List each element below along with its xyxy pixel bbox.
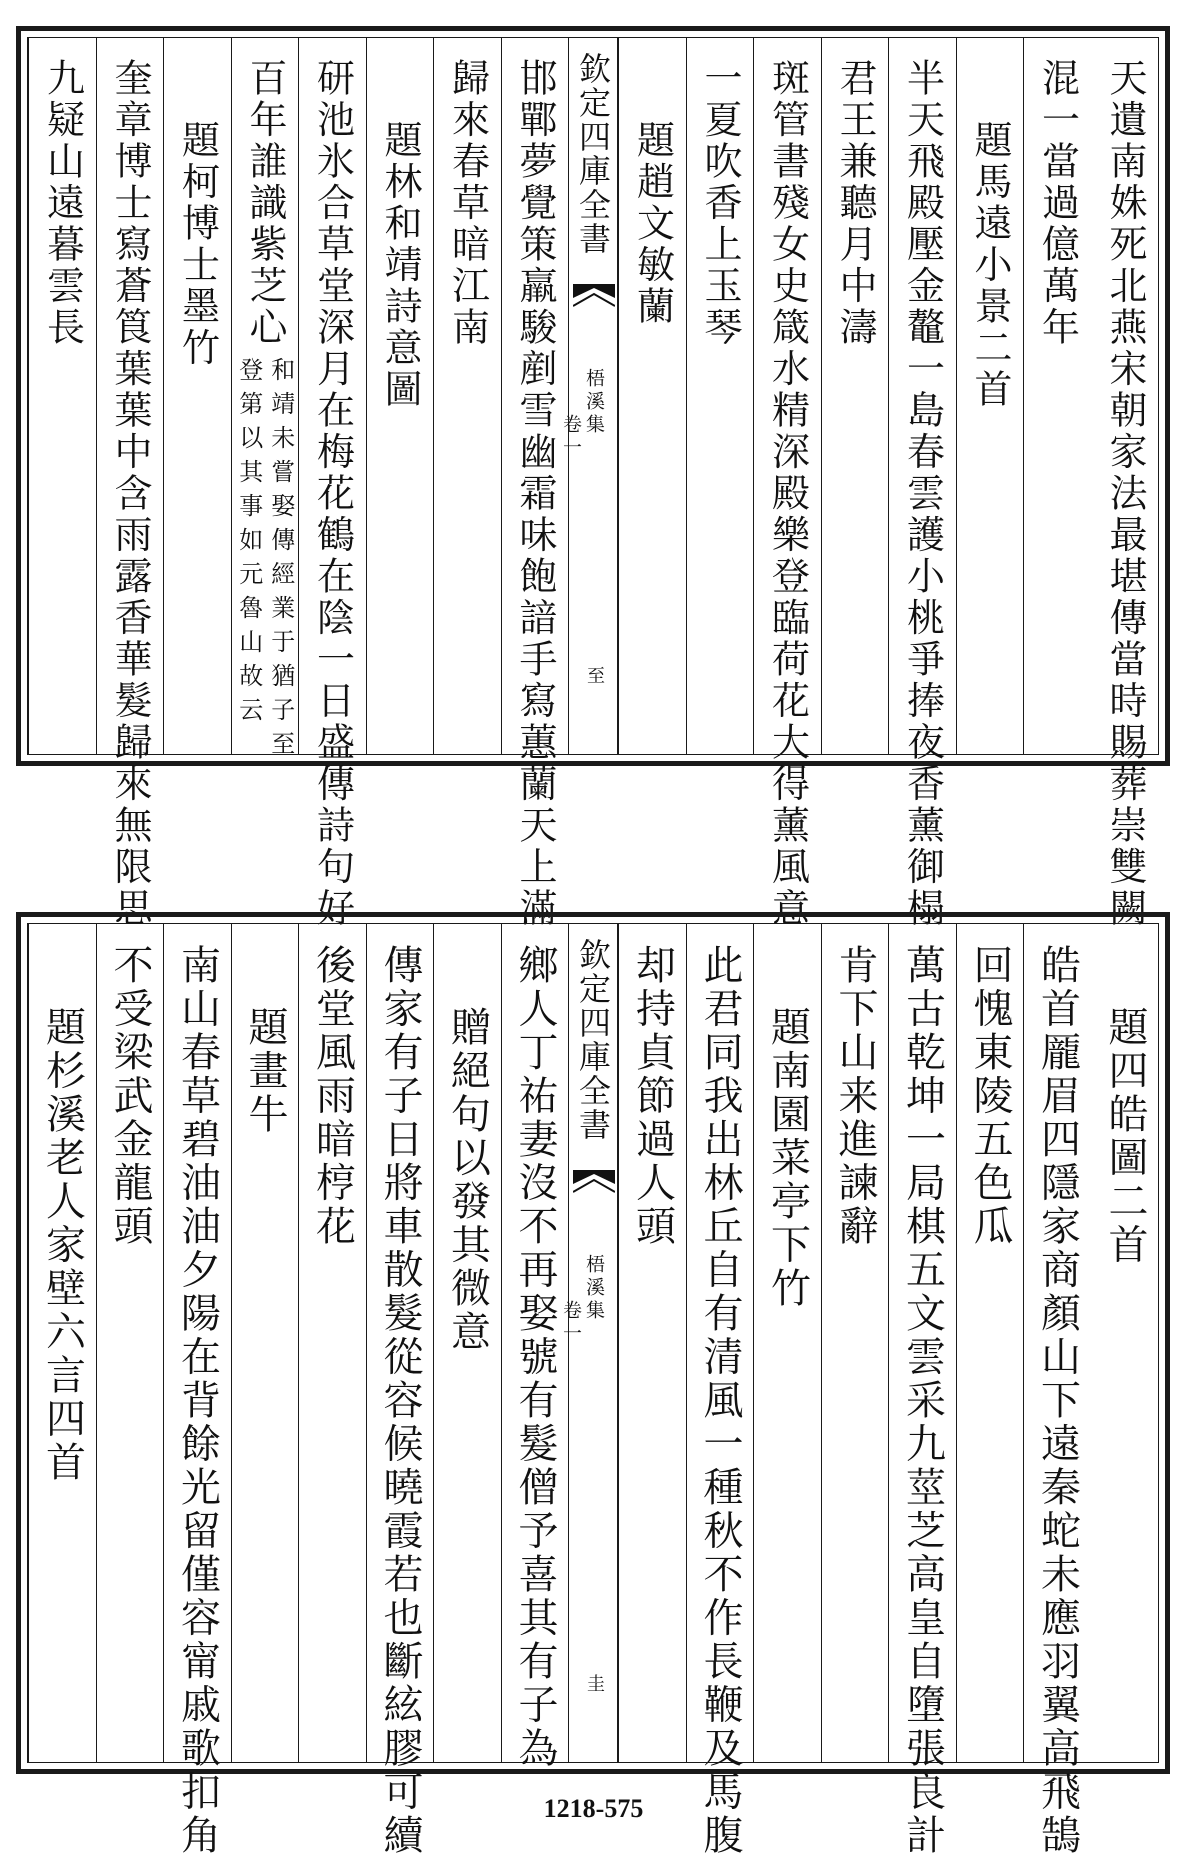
volume-label: 卷一 bbox=[560, 414, 582, 460]
page-bottom-right-column bbox=[686, 924, 754, 1858]
column-text: 贈絕句以發其微意 bbox=[444, 1006, 491, 1354]
column-text: 研池氷合草堂深月在梅花鶴在陰一日盛傳詩句好 bbox=[310, 58, 355, 930]
column-text: 肯下山来進諫辭 bbox=[832, 944, 878, 1249]
book-title: 梧溪集 bbox=[583, 1254, 605, 1323]
page-top-right-column bbox=[1091, 38, 1159, 930]
column-text: 半天飛殿壓金鼇一島春雲護小桃爭捧夜香薰御榻 bbox=[900, 58, 945, 930]
column-text: 混一當過億萬年 bbox=[1035, 58, 1080, 349]
book-title: 梧溪集 bbox=[583, 368, 605, 437]
page-footer-number: 1218-575 bbox=[543, 1794, 644, 1823]
center-fold-column bbox=[560, 38, 618, 754]
page-top-right-column bbox=[956, 38, 1024, 754]
column-text: 題畫牛 bbox=[242, 1006, 288, 1137]
column-text: 鄉人丁祐妻沒不再娶號有髮僧予喜其有子為 bbox=[512, 944, 558, 1771]
library-title: 欽定四庫全書 bbox=[574, 52, 612, 256]
column-text: 傳家有子日將車散髮從容候曉霞若也斷絃膠可續 bbox=[377, 944, 423, 1858]
column-text: 斑管書殘女史箴水精深殿樂登臨荷花大得薰風意 bbox=[765, 58, 810, 930]
column-text: 此君同我出林丘自有清風一種秋不作長鞭及馬腹 bbox=[697, 944, 743, 1858]
page-bottom-left-column bbox=[28, 924, 96, 1762]
interlinear-note bbox=[232, 357, 299, 765]
page-top-right-column bbox=[821, 38, 889, 754]
volume-label: 卷一 bbox=[560, 1300, 582, 1346]
column-text: 題杉溪老人家壁六言四首 bbox=[39, 1006, 86, 1485]
leaf-number: 至 bbox=[584, 666, 605, 684]
fish-tail-mark-icon bbox=[573, 284, 615, 324]
page-bottom-left-column bbox=[433, 924, 501, 1762]
column-text: 題柯博士墨竹 bbox=[175, 120, 220, 369]
page-top-left-column bbox=[96, 38, 164, 930]
page-bottom-right-column bbox=[1023, 924, 1091, 1858]
page-bottom-right-column bbox=[1091, 924, 1159, 1762]
upper-page bbox=[16, 26, 1170, 930]
page-top-left-column bbox=[433, 38, 501, 754]
column-text: 君王兼聽月中濤 bbox=[833, 58, 877, 349]
column-text: 題馬遠小景二首 bbox=[968, 120, 1012, 411]
column-text: 南山春草碧油油夕陽在背餘光留僅容甯戚歌扣角 bbox=[174, 944, 221, 1858]
page-top-right-column bbox=[686, 38, 754, 754]
column-text: 奎章博士寫蒼筤葉葉中含雨露香華髮歸來無限思 bbox=[108, 58, 152, 930]
center-fold-column bbox=[560, 924, 618, 1762]
page-top-left-column bbox=[163, 38, 231, 754]
page-top-left-column bbox=[231, 38, 299, 765]
column-text: 題四皓圖二首 bbox=[1102, 1006, 1148, 1267]
page-bottom-right-column bbox=[821, 924, 889, 1762]
column-text: 後堂風雨暗梈花 bbox=[309, 944, 356, 1249]
page-bottom-right-column bbox=[753, 924, 821, 1762]
page-top-right-column bbox=[618, 38, 686, 754]
column-text: 却持貞節過人頭 bbox=[629, 944, 676, 1249]
page-bottom-left-column bbox=[96, 924, 164, 1762]
column-text: 題趙文敏蘭 bbox=[630, 120, 675, 328]
column-text: 回愧東陵五色瓜 bbox=[967, 944, 1013, 1249]
page-bottom-left-column bbox=[163, 924, 231, 1858]
column-text: 百年誰識紫芝心 bbox=[243, 58, 287, 349]
page-bottom-left-column bbox=[501, 924, 569, 1771]
column-text: 題林和靖詩意圖 bbox=[378, 120, 422, 411]
page-top-right-column bbox=[888, 38, 956, 930]
column-text: 邯鄲夢覺策羸駿剷雪幽霜味飽諳手寫蕙蘭天上滿 bbox=[513, 58, 557, 930]
library-title: 欽定四庫全書 bbox=[574, 938, 612, 1142]
page-bottom-left-column bbox=[366, 924, 434, 1858]
column-text: 歸來春草暗江南 bbox=[445, 58, 490, 349]
column-text: 萬古乾坤一局棋五文雲采九莖芝高皇自墮張良計 bbox=[899, 944, 946, 1858]
page-bottom-right-column bbox=[618, 924, 686, 1762]
page-top-left-column bbox=[366, 38, 434, 754]
page-bottom-left-column bbox=[298, 924, 366, 1762]
page-bottom-right-column bbox=[888, 924, 956, 1858]
upper-page-frame bbox=[27, 37, 1159, 930]
column-text: 皓首龎眉四隱家商顏山下遠秦蛇未應羽翼高飛鵠 bbox=[1034, 944, 1081, 1858]
leaf-number: 圭 bbox=[584, 1674, 605, 1692]
page-top-left-column bbox=[298, 38, 366, 930]
note-line: 登第以其事如元魯山故云 bbox=[234, 356, 263, 731]
column-text: 一夏吹香上玉琴 bbox=[698, 58, 742, 349]
column-text: 九疑山遠暮雲長 bbox=[40, 58, 85, 349]
column-text: 不受梁武金龍頭 bbox=[107, 944, 153, 1249]
fish-tail-mark-icon bbox=[573, 1170, 615, 1210]
page-top-right-column bbox=[1023, 38, 1091, 754]
page-top-left-column bbox=[501, 38, 569, 930]
page-bottom-right-column bbox=[956, 924, 1024, 1762]
page-top-left-column bbox=[28, 38, 96, 754]
note-line: 和靖未嘗娶傳經業于猶子至 bbox=[266, 356, 295, 765]
page-top-right-column bbox=[753, 38, 821, 930]
page-bottom-left-column bbox=[231, 924, 299, 1762]
column-text: 題南園菜亭下竹 bbox=[764, 1006, 811, 1311]
column-text: 天遺南姝死北燕宋朝家法最堪傳當時賜葬崇雙闕 bbox=[1103, 58, 1147, 930]
